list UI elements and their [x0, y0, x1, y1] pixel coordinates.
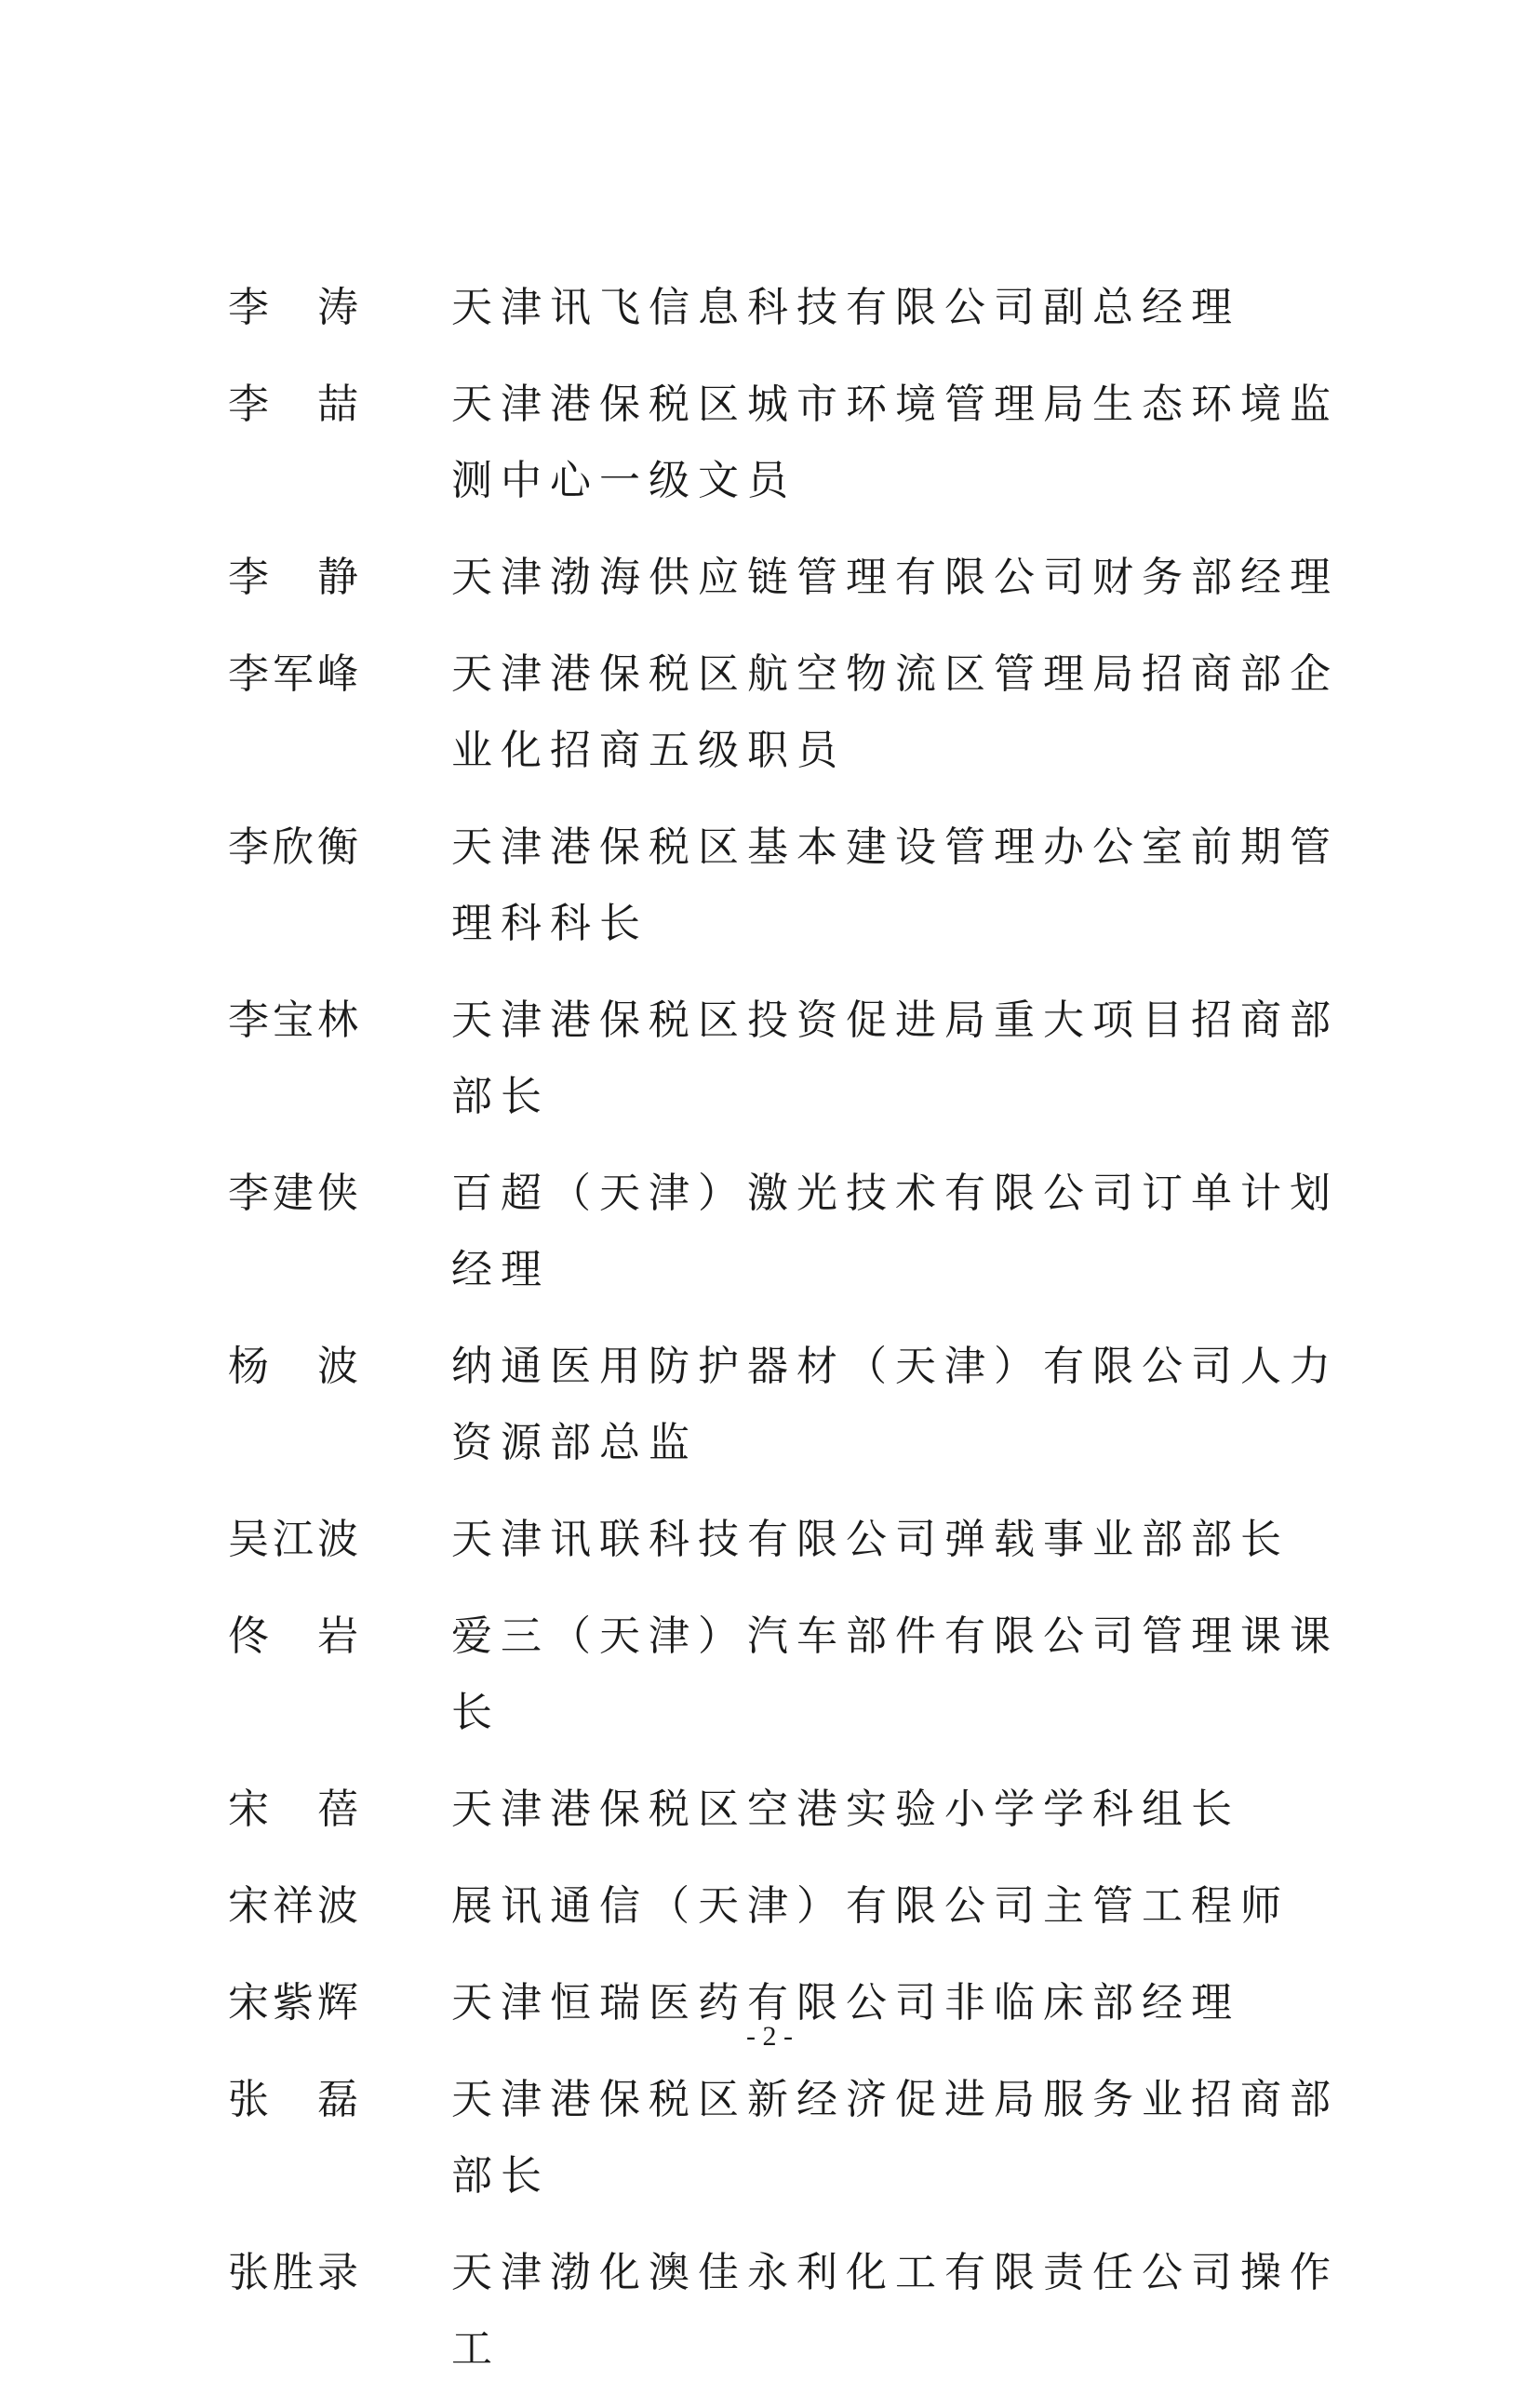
list-item: [228, 1599, 1345, 1751]
person-name: 张 磊: [228, 2076, 362, 2123]
person-name: 李 静: [228, 554, 362, 601]
list-item: [228, 983, 1345, 1135]
person-name: 张胜录: [228, 2249, 362, 2296]
person-position: 展讯通信（天津）有限公司主管工程师: [451, 1882, 1290, 1930]
list-item: [228, 270, 1345, 346]
person-position: 天津恒瑞医药有限公司非临床部经理: [451, 1979, 1240, 2027]
list-item: [228, 1329, 1345, 1481]
list-item: [228, 1772, 1345, 1848]
person-position: 天津渤化澳佳永利化工有限责任公司操作工: [451, 2249, 1339, 2373]
person-name: 李 涛: [228, 284, 362, 331]
person-position: 百超（天津）激光技术有限公司订单计划经理: [451, 1170, 1339, 1293]
list-item: [228, 2235, 1345, 2388]
list-item: [228, 1502, 1345, 1578]
person-position: 天津港保税区投资促进局重大项目招商部部长: [451, 997, 1339, 1120]
list-item: [228, 367, 1345, 519]
person-name: 吴江波: [228, 1516, 362, 1563]
person-name: 宋 蓓: [228, 1786, 362, 1833]
page-number: - 2 -: [746, 2021, 793, 2052]
person-name: 李军峰: [228, 650, 362, 698]
person-position: 天津港保税区城市环境管理局生态环境监测中心一级文员: [451, 381, 1339, 504]
person-name: 李 喆: [228, 381, 362, 428]
person-position: 天津港保税区航空物流区管理局招商部企业化招商五级职员: [451, 650, 1339, 774]
person-position: 天津渤海供应链管理有限公司财务部经理: [451, 554, 1339, 601]
person-position: 纳通医用防护器材（天津）有限公司人力资源部总监: [451, 1343, 1339, 1466]
person-name: 杨 波: [228, 1343, 362, 1390]
list-item: [228, 636, 1345, 789]
name-list: [228, 270, 1345, 2408]
person-name: 宋紫辉: [228, 1979, 362, 2027]
person-name: 李欣衡: [228, 823, 362, 871]
person-name: 李宝林: [228, 997, 362, 1044]
person-position: 爱三（天津）汽车部件有限公司管理课课长: [451, 1612, 1339, 1736]
list-item: [228, 1156, 1345, 1308]
person-name: 宋祥波: [228, 1882, 362, 1930]
person-name: 李建侠: [228, 1170, 362, 1217]
person-name: 佟 岩: [228, 1612, 362, 1660]
list-item: [228, 2062, 1345, 2214]
person-position: 天津讯联科技有限公司弹载事业部部长: [451, 1516, 1290, 1563]
person-position: 天津港保税区空港实验小学学科组长: [451, 1786, 1240, 1833]
list-item: [228, 540, 1345, 616]
person-position: 天津港保税区新经济促进局服务业招商部部长: [451, 2076, 1339, 2200]
person-position: 天津港保税区基本建设管理办公室前期管理科科长: [451, 823, 1339, 947]
list-item: [228, 1868, 1345, 1945]
person-position: 天津讯飞信息科技有限公司副总经理: [451, 284, 1240, 331]
list-item: [228, 809, 1345, 962]
